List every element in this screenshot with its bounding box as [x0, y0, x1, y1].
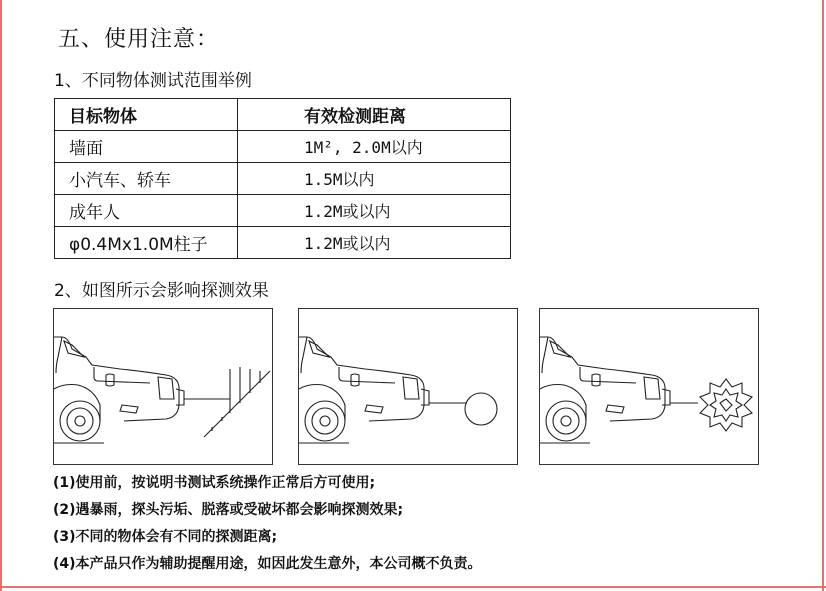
illustration-round-post	[298, 308, 518, 465]
usage-notes	[53, 470, 482, 578]
illustration-fence	[53, 308, 273, 465]
round-post-icon	[465, 393, 497, 425]
slanted-fence-icon	[204, 367, 270, 437]
note-item: (3)不同的物体会有不同的探测距离;	[53, 529, 278, 545]
header-distance: 有效检测距离	[238, 99, 511, 131]
row-object: 墙面	[55, 131, 238, 163]
table-row	[55, 227, 511, 259]
table-row	[55, 131, 511, 163]
car-rear-icon	[299, 337, 429, 443]
note-item: (1)使用前，按说明书测试系统操作正常后方可使用;	[53, 475, 376, 491]
detection-range-table	[54, 98, 511, 259]
row-distance: 1.5M以内	[238, 163, 511, 195]
row-distance: 1.2M或以内	[238, 195, 511, 227]
row-distance: 1M², 2.0M以内	[238, 131, 511, 163]
page-frame-right	[822, 0, 824, 591]
header-object: 目标物体	[55, 99, 238, 131]
row-object: 成年人	[55, 195, 238, 227]
note-item: (2)遇暴雨，探头污垢、脱落或受破坏都会影响探测效果;	[53, 502, 404, 518]
row-distance: 1.2M或以内	[238, 227, 511, 259]
row-object: φ0.4Mx1.0M柱子	[55, 227, 238, 259]
subsection-1-title: 1、不同物体测试范围举例	[54, 71, 252, 91]
table-row	[55, 163, 511, 195]
section-title: 五、使用注意：	[58, 27, 220, 52]
irregular-object-icon	[700, 379, 752, 431]
illustration-irregular-object	[539, 308, 759, 465]
row-object: 小汽车、轿车	[55, 163, 238, 195]
table-row	[55, 195, 511, 227]
page-frame-bottom	[0, 586, 826, 588]
page-frame-left	[0, 0, 2, 591]
subsection-2-title: 2、如图所示会影响探测效果	[54, 281, 269, 301]
table-header-row	[55, 99, 511, 131]
car-rear-icon	[54, 337, 184, 443]
note-item: (4)本产品只作为辅助提醒用途，如因此发生意外，本公司概不负责。	[53, 556, 482, 572]
car-rear-icon	[540, 337, 670, 443]
